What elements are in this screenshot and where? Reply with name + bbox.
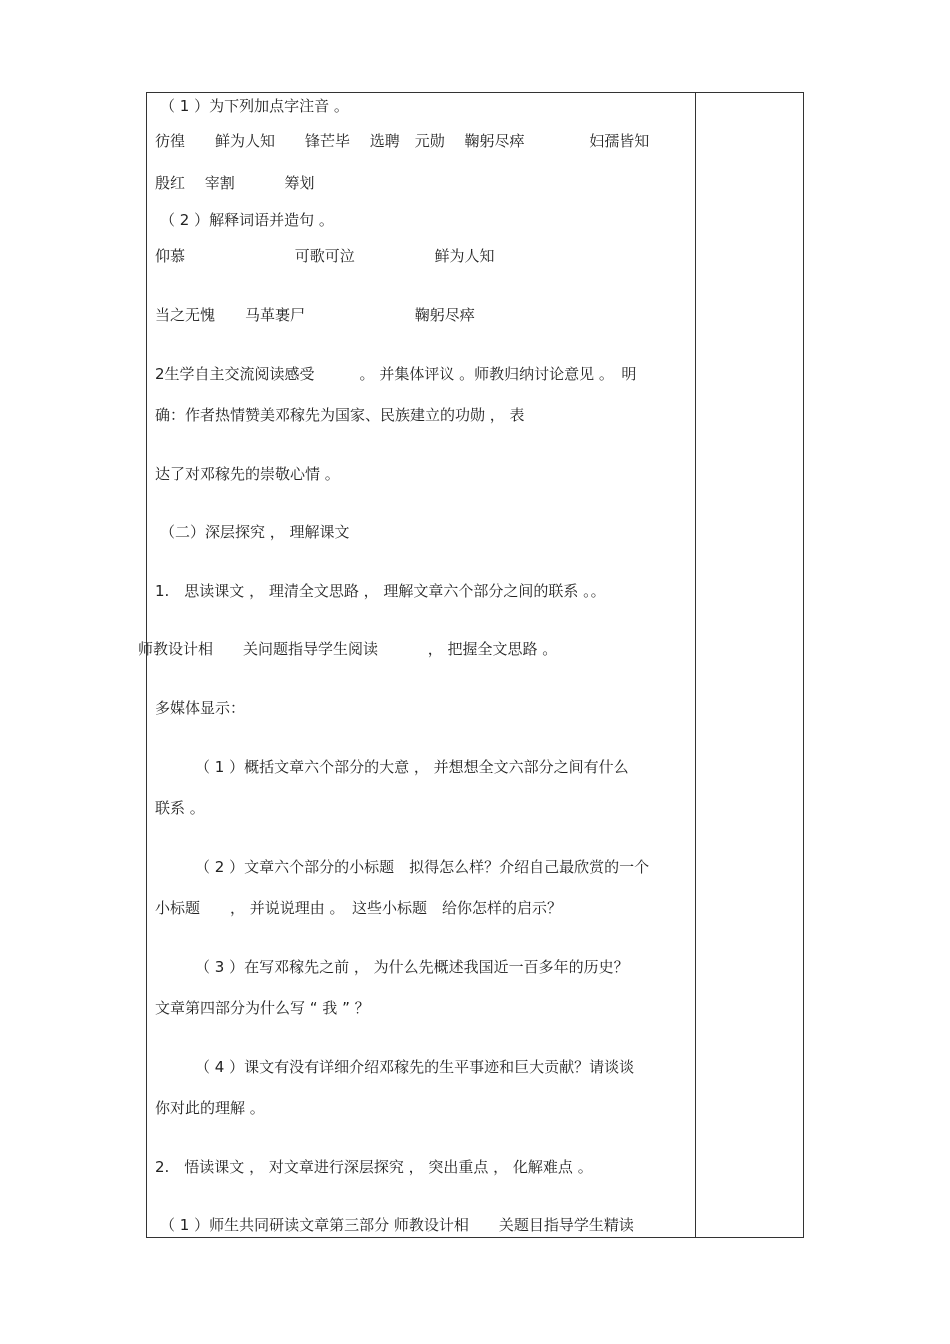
text-line: 小标题 ， 并说说理由 。 这些小标题 给你怎样的启示？	[155, 899, 563, 917]
text-line: 当之无愧 马革裹尸 鞠躬尽瘁	[155, 306, 475, 324]
text-line: 彷徨 鲜为人知 锋芒毕 选聘 元勋 鞠躬尽瘁 妇孺皆知	[155, 132, 650, 150]
text-line: 仰慕 可歌可泣 鲜为人知	[155, 247, 495, 265]
text-line: 文章第四部分为什么写 “ 我 ” ？	[155, 999, 370, 1017]
text-line: （ 1 ）概括文章六个部分的大意 ， 并想想全文六部分之间有什么	[195, 758, 629, 776]
text-line: （ 2 ）文章六个部分的小标题 拟得怎么样？介绍自己最欣赏的一个	[195, 858, 650, 876]
text-line: （ 4 ）课文有没有详细介绍邓稼先的生平事迹和巨大贡献？请谈谈	[195, 1058, 635, 1076]
text-line: 确：作者热情赞美邓稼先为国家、民族建立的功勋 ， 表	[155, 406, 525, 424]
text-line: （ 1 ）师生共同研读文章第三部分 师教设计相 关题目指导学生精读	[160, 1216, 634, 1234]
text-line: 多媒体显示：	[155, 699, 246, 717]
section-heading: （二）深层探究 ， 理解课文	[160, 523, 350, 541]
text-line: 1. 思读课文 ， 理清全文思路 ， 理解文章六个部分之间的联系 。。	[155, 582, 606, 600]
text-line: （ 1 ）为下列加点字注音 。	[160, 97, 349, 115]
text-line: 师教设计相 关问题指导学生阅读 ， 把握全文思路 。	[138, 640, 558, 658]
text-line: 2. 悟读课文 ， 对文章进行深层探究 ， 突出重点 ， 化解难点 。	[155, 1158, 593, 1176]
text-line: （ 3 ）在写邓稼先之前 ， 为什么先概述我国近一百多年的历史？	[195, 958, 629, 976]
text-line: 联系 。	[155, 799, 205, 817]
text-line: 达了对邓稼先的崇敬心情 。	[155, 465, 340, 483]
text-line: 殷红 宰割 筹划	[155, 174, 315, 192]
text-line: 你对此的理解 。	[155, 1099, 265, 1117]
text-line: （ 2 ）解释词语并造句 。	[160, 211, 334, 229]
column-divider	[695, 92, 696, 1238]
text-line: 2生学自主交流阅读感受 。 并集体评议 。师教归纳讨论意见 。 明	[155, 365, 637, 383]
